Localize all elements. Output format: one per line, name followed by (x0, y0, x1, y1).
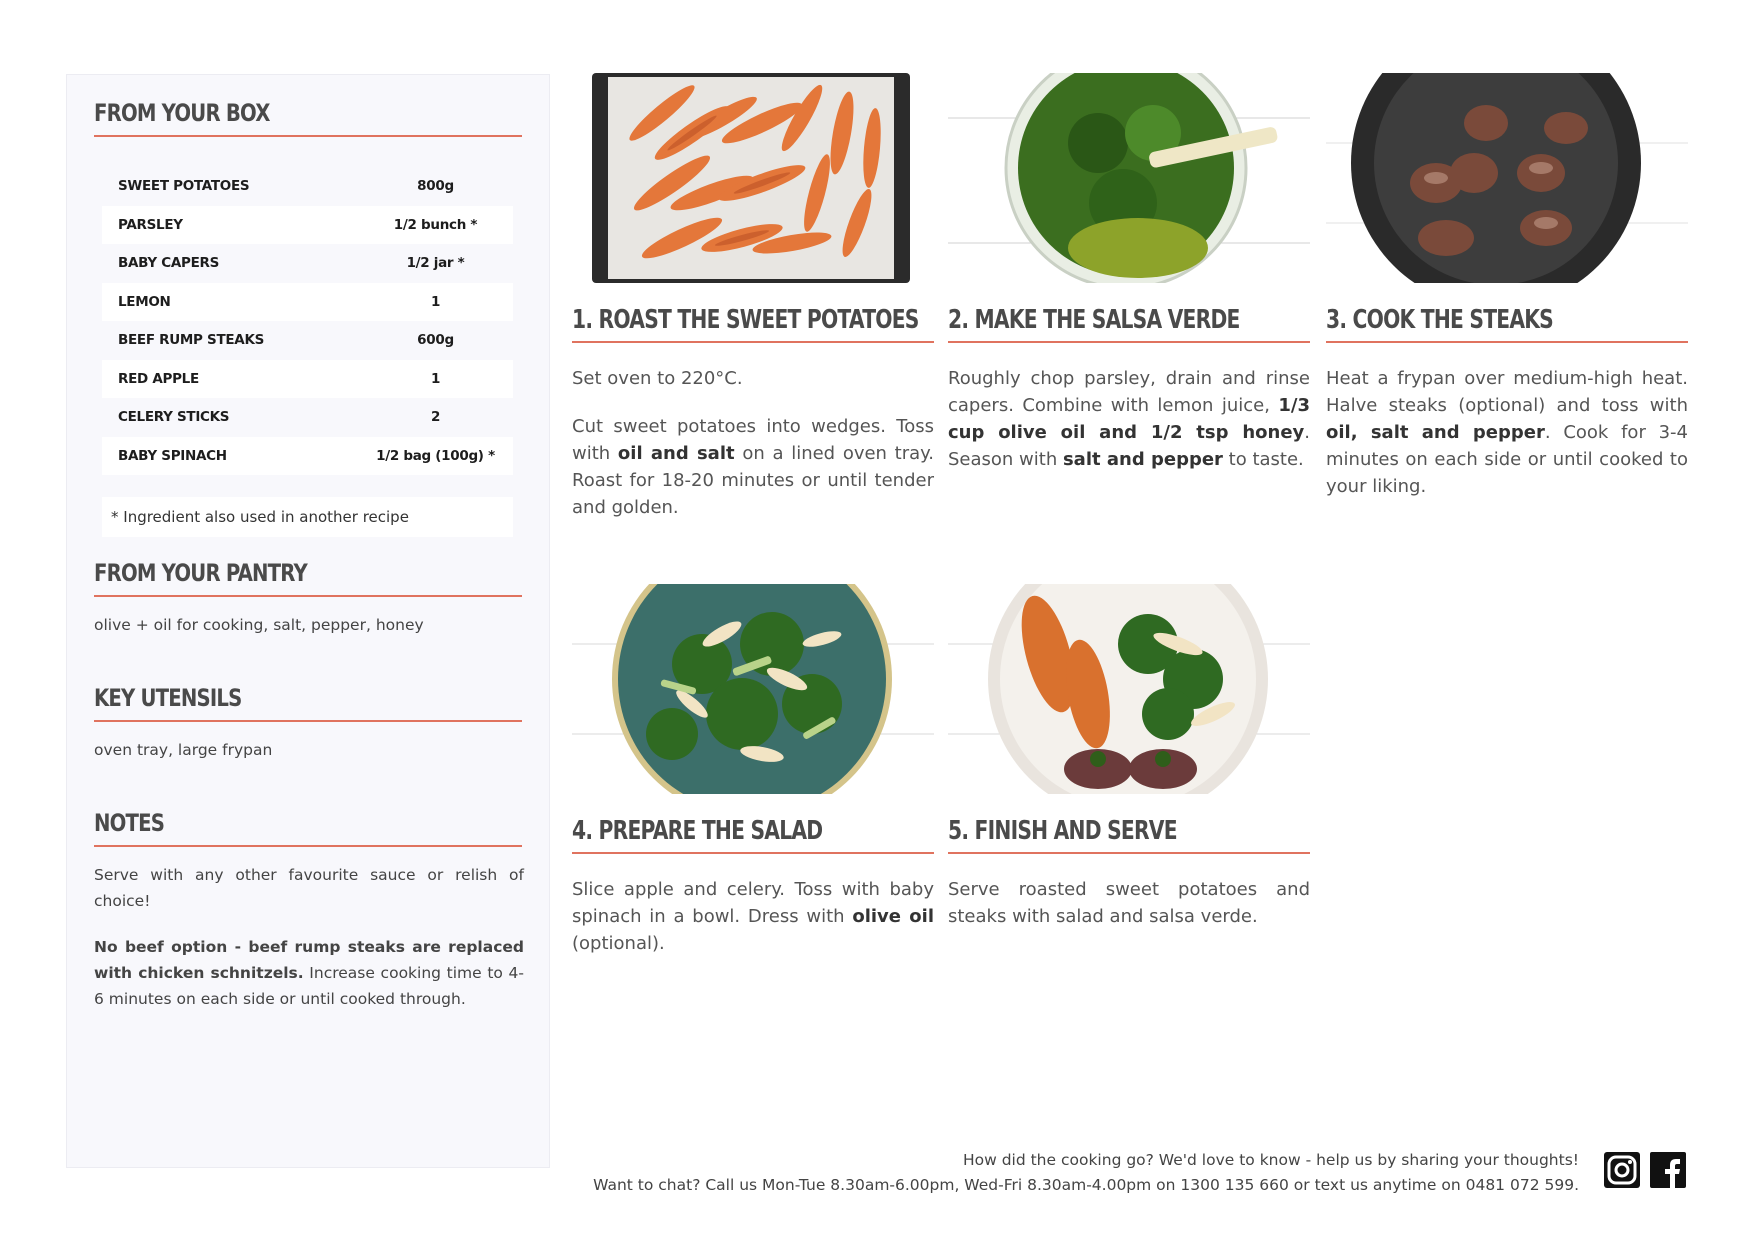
table-row (102, 167, 513, 206)
step-4 (572, 584, 934, 978)
notes-bold: No beef option - beef rump steaks are replaced with chicken schnitzels. (94, 938, 524, 982)
step-5-title: 5. FINISH AND SERVE (948, 816, 1177, 846)
plated-dish-image (948, 584, 1310, 794)
pantry-text: olive + oil for cooking, salt, pepper, honey (94, 616, 424, 634)
table-row (102, 360, 513, 399)
step-2-photo (948, 73, 1310, 283)
notes-rest: Increase cooking time to 4-6 minutes on each side or until cooked through. (94, 964, 524, 1008)
ingredient-name: BEEF RUMP STEAKS (118, 332, 265, 349)
ingredient-name: RED APPLE (118, 370, 199, 387)
step-2-title: 2. MAKE THE SALSA VERDE (948, 305, 1240, 335)
step-bold: 1/3 cup olive oil and 1/2 tsp honey (948, 395, 1310, 443)
step-text: Heat a frypan over medium-high heat. Halve steaks (optional) and toss with (1326, 368, 1688, 416)
step-5-rule (948, 852, 1310, 854)
from-your-box-title: FROM YOUR BOX (94, 99, 270, 127)
ingredient-qty: 1/2 bunch * (393, 216, 478, 233)
step-text: to taste. (1222, 449, 1304, 470)
step-paragraph (1326, 365, 1688, 500)
step-1 (572, 73, 934, 542)
ingredient-table (102, 167, 513, 475)
step-bold: salt and pepper (1062, 449, 1223, 470)
step-3-rule (1326, 341, 1688, 343)
table-row (102, 437, 513, 476)
step-bold: olive oil (852, 906, 934, 927)
ingredient-qty: 2 (430, 409, 441, 426)
ingredient-name: SWEET POTATOES (118, 178, 250, 195)
step-bold: oil and salt (617, 443, 735, 464)
step-bold: oil, salt and pepper (1326, 422, 1545, 443)
ingredient-name: BABY CAPERS (118, 255, 220, 272)
steaks-in-pan-image (1326, 73, 1688, 283)
from-your-box-rule (94, 135, 522, 137)
ingredient-qty: 800g (417, 178, 454, 195)
table-row (102, 398, 513, 437)
ingredient-footnote: * Ingredient also used in another recipe (102, 497, 513, 537)
step-text: Cut sweet potatoes into wedges. Toss with (572, 416, 934, 464)
ingredient-name: PARSLEY (118, 216, 183, 233)
step-3-title: 3. COOK THE STEAKS (1326, 305, 1554, 335)
ingredient-qty: 1 (430, 370, 441, 387)
footer-feedback-text: How did the cooking go? We'd love to know - help us by sharing your thoughts! (962, 1151, 1579, 1169)
roasted-sweet-potatoes-image (572, 73, 934, 283)
step-paragraph (572, 876, 934, 957)
salsa-verde-image (948, 73, 1310, 283)
ingredient-name: CELERY STICKS (118, 409, 230, 426)
instagram-icon[interactable] (1604, 1152, 1640, 1188)
step-5-photo (948, 584, 1310, 794)
ingredient-qty: 1/2 bag (100g) * (376, 447, 495, 464)
from-your-pantry-title: FROM YOUR PANTRY (94, 559, 307, 587)
table-row (102, 321, 513, 360)
ingredient-qty: 1/2 jar * (406, 255, 465, 272)
step-1-photo (572, 73, 934, 283)
step-3 (1326, 73, 1688, 521)
table-row (102, 206, 513, 245)
step-paragraph: Set oven to 220°C. (572, 368, 743, 389)
facebook-icon[interactable] (1650, 1152, 1686, 1188)
step-text: Serve roasted sweet potatoes and steaks with salad and salsa verde. (948, 879, 1310, 927)
notes-rule (94, 845, 522, 847)
step-2 (948, 73, 1310, 494)
step-2-text (948, 365, 1310, 473)
notes-paragraph: Serve with any other favourite sauce or relish of choice! (94, 866, 524, 910)
from-your-pantry-rule (94, 595, 522, 597)
step-1-text (572, 365, 934, 521)
ingredients-panel (66, 74, 550, 1168)
step-4-photo (572, 584, 934, 794)
notes-text (94, 862, 524, 1032)
step-4-rule (572, 852, 934, 854)
step-paragraph (572, 413, 934, 521)
step-text: . Season with (948, 422, 1310, 470)
step-2-rule (948, 341, 1310, 343)
table-row (102, 283, 513, 322)
table-row (102, 244, 513, 283)
footer (593, 1148, 1579, 1198)
utensils-text: oven tray, large frypan (94, 741, 273, 759)
step-text: . Cook for 3-4 minutes on each side or until cooked to your liking. (1326, 422, 1688, 497)
key-utensils-title: KEY UTENSILS (94, 684, 242, 712)
step-3-photo (1326, 73, 1688, 283)
ingredient-name: BABY SPINACH (118, 447, 227, 464)
step-1-rule (572, 341, 934, 343)
step-5 (948, 584, 1310, 951)
notes-title: NOTES (94, 809, 165, 837)
step-paragraph (948, 365, 1310, 473)
ingredient-qty: 600g (417, 332, 454, 349)
ingredient-name: LEMON (118, 293, 171, 310)
step-3-text (1326, 365, 1688, 500)
step-text: Roughly chop parsley, drain and rinse capers. Combine with lemon juice, (948, 368, 1310, 416)
notes-paragraph (94, 934, 524, 1012)
step-4-text (572, 876, 934, 957)
footer-contact-text: Want to chat? Call us Mon-Tue 8.30am-6.00pm, Wed-Fri 8.30am-4.00pm on 1300 135 660 or text us anytime on 0481 072 599. (593, 1176, 1579, 1194)
step-4-title: 4. PREPARE THE SALAD (572, 816, 823, 846)
step-text: (optional). (572, 933, 665, 954)
salad-bowl-image (572, 584, 934, 794)
step-1-title: 1. ROAST THE SWEET POTATOES (572, 305, 919, 335)
step-5-text (948, 876, 1310, 930)
ingredient-qty: 1 (430, 293, 441, 310)
step-text: Slice apple and celery. Toss with baby spinach in a bowl. Dress with (572, 879, 934, 927)
step-paragraph (948, 876, 1310, 930)
key-utensils-rule (94, 720, 522, 722)
step-text: on a lined oven tray. Roast for 18-20 minutes or until tender and golden. (572, 443, 934, 518)
